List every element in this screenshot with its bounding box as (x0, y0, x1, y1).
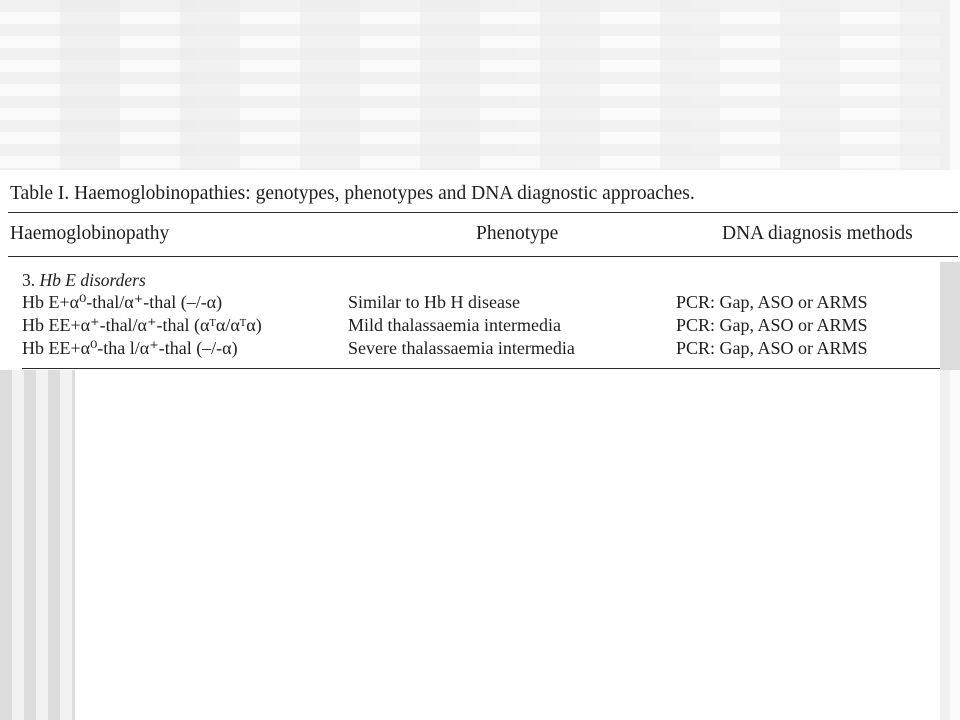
header-dna-diagnosis: DNA diagnosis methods (722, 223, 913, 244)
row-3-method: PCR: Gap, ASO or ARMS (676, 338, 868, 358)
table-caption: Table I. Haemoglobinopathies: genotypes, phenotypes and DNA diagnostic approaches. (10, 183, 695, 204)
section-number: 3. (22, 270, 36, 290)
row-1-genotype: Hb E+α⁰-thal/α⁺-thal (–/-α) (22, 292, 223, 312)
top-decorative-fade (75, 0, 960, 170)
row-2-phenotype: Mild thalassaemia intermedia (348, 315, 561, 335)
table-header-rule (8, 256, 958, 257)
table-top-rule (8, 212, 958, 213)
row-3-genotype: Hb EE+α⁰-tha l/α⁺-thal (–/-α) (22, 338, 238, 358)
row-2-method: PCR: Gap, ASO or ARMS (676, 315, 868, 335)
row-1-phenotype: Similar to Hb H disease (348, 292, 520, 312)
row-3-phenotype: Severe thalassaemia intermedia (348, 338, 575, 358)
header-phenotype: Phenotype (476, 223, 559, 244)
header-haemoglobinopathy: Haemoglobinopathy (10, 223, 170, 244)
row-1-method: PCR: Gap, ASO or ARMS (676, 292, 868, 312)
row-2-genotype: Hb EE+α⁺-thal/α⁺-thal (αᵀα/αᵀα) (22, 315, 262, 335)
section-heading (22, 270, 146, 291)
section-title: Hb E disorders (39, 270, 146, 290)
scan-edge (940, 262, 960, 370)
table-bottom-rule (22, 368, 940, 369)
